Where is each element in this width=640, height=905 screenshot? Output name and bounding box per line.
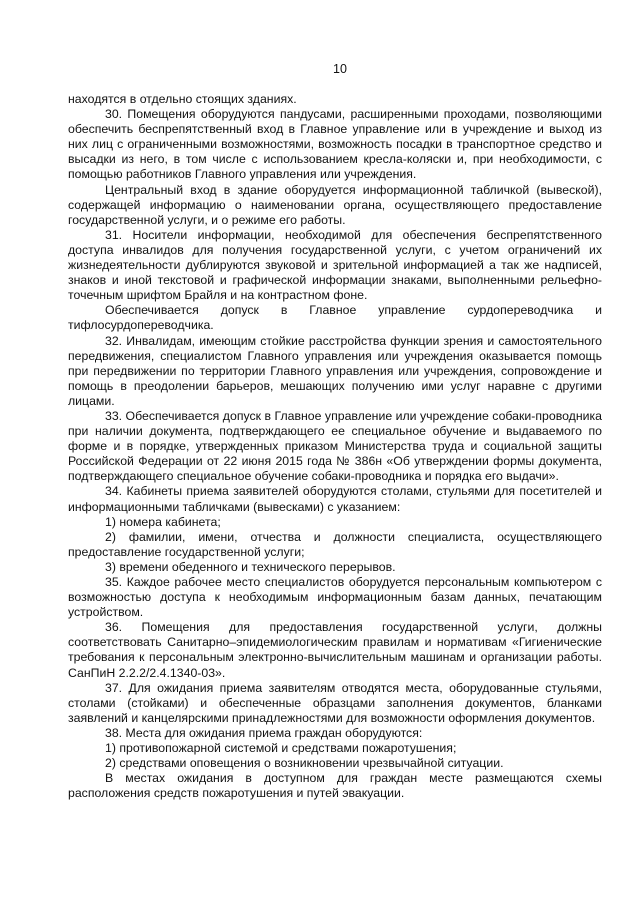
document-body (68, 92, 602, 801)
list-item: 3) времени обеденного и технического перерывов. (105, 559, 396, 574)
paragraph-entrance-sign: Центральный вход в здание оборудуется информационной табличкой (вывеской), содержащей информацию о наименовании органа, осуществляющего предоставление государственной услуги, и о режиме его работы. (68, 182, 602, 227)
paragraph-item-35: 35. Каждое рабочее место специалистов оборудуется персональным компьютером с возможностью доступа к необходимым информационным базам данных, печатающим устройством. (68, 575, 602, 620)
list-item: 1) противопожарной системой и средствами пожаротушения; (105, 741, 457, 756)
paragraph-item-37: 37. Для ожидания приема заявителям отводятся места, оборудованные стульями, столами (стойками) и обеспеченные образцами заполнения документов, бланками заявлений и канцелярскими принадлежностями для возможности оформления документов. (68, 680, 602, 725)
paragraph-item-33: 33. Обеспечивается допуск в Главное управление или учреждение собаки-проводника при наличии документа, подтверждающего ее специальное обучение и выдаваемого по форме и в порядке, утвержденных приказом Министерства труда и социальной защиты Российской Федерации от 22 июня 2015 года № 386н «Об утверждении формы документа, подтверждающего специальное обучение собаки-проводника и порядка его выдачи». (68, 408, 602, 484)
paragraph-item-38: 38. Места для ожидания приема граждан оборудуются: (105, 725, 423, 740)
paragraph-item-32: 32. Инвалидам, имеющим стойкие расстройства функции зрения и самостоятельного передвижения, специалистом Главного управления или учреждения оказывается помощь при передвижении по территории Главного управления или учреждения, сопровождение и помощь в преодолении барьеров, мешающих получению ими услуг наравне с другими лицами. (68, 333, 602, 408)
paragraph-item-36: 36. Помещения для предоставления государственной услуги, должны соответствовать Санитарно–эпидемиологическим правилам и нормативам «Гигиенические требования к персональным электронно-вычислительным машинам и организации работы. СанПиН 2.2.2/2.4.1340-03». (68, 620, 602, 680)
paragraph-item-34: 34. Кабинеты приема заявителей оборудуются столами, стульями для посетителей и информационными табличками (вывесками) с указанием: (68, 484, 602, 514)
list-item: 1) номера кабинета; (105, 514, 221, 529)
paragraph-interpreter-access: Обеспечивается допуск в Главное управление сурдопереводчика и тифлосурдопереводчика. (68, 303, 602, 333)
paragraph-continuation: находятся в отдельно стоящих зданиях. (68, 92, 297, 106)
list-item: 2) средствами оповещения о возникновении чрезвычайной ситуации. (105, 756, 504, 771)
paragraph-item-31: 31. Носители информации, необходимой для обеспечения беспрепятственного доступа инвалидов для получения государственной услуги, с учетом ограничений их жизнедеятельности дублируются звуковой и зрительной информацией а так же надписей, знаков и иной текстовой и графической информации знаками, выполненными рельефно-точечным шрифтом Брайля и на контрастном фоне. (68, 227, 602, 303)
list-item: 2) фамилии, имени, отчества и должности специалиста, осуществляющего предоставление государственной услуги; (68, 529, 602, 559)
paragraph-evacuation-schemes: В местах ожидания в доступном для граждан месте размещаются схемы расположения средств пожаротушения и путей эвакуации. (68, 771, 602, 801)
page-number: 10 (333, 62, 347, 76)
paragraph-item-30: 30. Помещения оборудуются пандусами, расширенными проходами, позволяющими обеспечить беспрепятственный вход в Главное управление или в учреждение и выход из них лиц с ограниченными возможностями, возможность посадки в транспортное средство и высадки из него, в том числе с использованием кресла-коляски и, при необходимости, с помощью работников Главного управления или учреждения. (68, 107, 602, 182)
